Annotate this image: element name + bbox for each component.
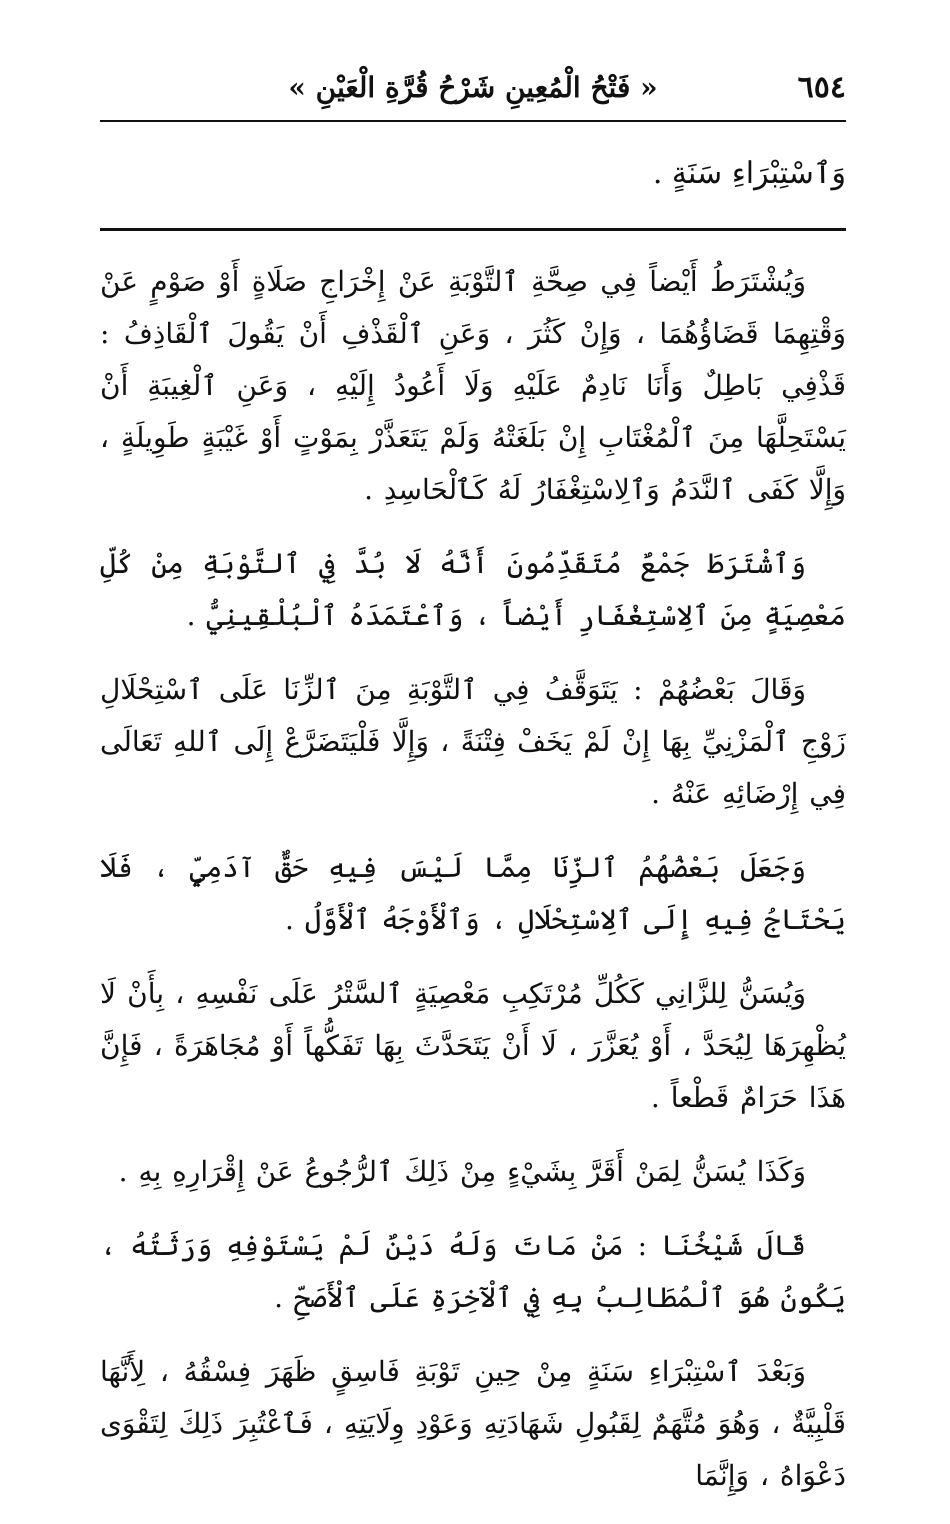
paragraph-adultery-repentance: وَقَالَ بَعْضُهُمْ : يَتَوَقَّفُ فِي ٱلتَّوْبَةِ مِنَ ٱلزِّنَا عَلَى ٱسْتِحْلَالِ زَوْجِ ٱلْمَزْنِيِّ بِهَا إِنْ لَمْ يَخَفْ فِتْنَةً ، وَإِلَّا فَلْيَتَضَرَّعْ إِلَى ٱللهِ تَعَالَى فِي إِرْضَائِهِ عَنْهُ . — [100, 673, 846, 810]
section-divider — [100, 228, 846, 231]
continued-text-line: وَٱسْتِبْرَاءِ سَنَةٍ . — [652, 156, 846, 191]
paragraph-concealment: وَيُسَنُّ لِلزَّانِي كَكُلِّ مُرْتَكِبِ مَعْصِيَةٍ ٱلسَّتْرُ عَلَى نَفْسِهِ ، بِأَنْ لَا يُظْهِرَهَا لِيُحَدَّ ، أَوْ يُعَزَّرَ ، لَا أَنْ يَتَحَدَّثَ بِهَا تَفَكُّهاً أَوْ مُجَاهَرَةً ، فَإِنَّ هَذَا حَرَامٌ قَطْعاً . — [100, 977, 846, 1114]
running-title: « فَتْحُ الْمُعِينِ شَرْحُ قُرَّةِ الْعَيْنِ » — [288, 71, 658, 104]
page-number: ٦٥٤ — [797, 70, 846, 105]
paragraph-unpaid-debt: قَالَ شَيْخُنَا : مَنْ مَاتَ وَلَهُ دَيْنٌ لَمْ يَسْتَوْفِهِ وَرَثَتُهُ ، يَكُونُ هُوَ ٱلْمُطَالِبُ بِهِ فِي ٱلْآخِرَةِ عَلَى ٱلْأَصَحِّ . — [100, 1229, 846, 1314]
paragraph-seeking-forgiveness: وَٱشْتَرَطَ جَمْعٌ مُتَقَدِّمُونَ أَنَّهُ لَا بُدَّ فِي ٱلتَّوْبَةِ مِنْ كُلِّ مَعْصِيَةٍ مِنَ ٱلِاسْتِغْفَارِ أَيْضاً ، وَٱعْتَمَدَهُ ٱلْبُلْقِينِيُّ . — [100, 547, 846, 632]
commentary-body — [100, 256, 846, 1524]
header-divider — [100, 120, 846, 122]
paragraph-no-human-right: وَجَعَلَ بَعْضُهُمُ ٱلزِّنَا مِمَّا لَيْسَ فِيهِ حَقٌّ آدَمِيٍّ ، فَلَا يَحْتَاجُ فِيهِ إِلَى ٱلِاسْتِحْلَالِ ، وَٱلْأَوْجَهُ ٱلْأَوَّلُ . — [100, 851, 846, 936]
paragraph-retracting-confession: وَكَذَا يُسَنُّ لِمَنْ أَقَرَّ بِشَيْءٍ مِنْ ذَلِكَ ٱلرُّجُوعُ عَنْ إِقْرَارِهِ بِهِ . — [118, 1155, 806, 1188]
paragraph-repentance-conditions: وَيُشْتَرَطُ أَيْضاً فِي صِحَّةِ ٱلتَّوْبَةِ عَنْ إِخْرَاجِ صَلَاةٍ أَوْ صَوْمٍ عَنْ وَقْتِهِمَا قَضَاؤُهُمَا ، وَإِنْ كَثُرَ ، وَعَنِ ٱلْقَذْفِ أَنْ يَقُولَ ٱلْقَاذِفُ : قَذْفِي بَاطِلٌ وَأَنَا نَادِمٌ عَلَيْهِ وَلَا أَعُودُ إِلَيْهِ ، وَعَنِ ٱلْغِيبَةِ أَنْ يَسْتَحِلَّهَا مِنَ ٱلْمُغْتَابِ إِنْ بَلَغَتْهُ وَلَمْ يَتَعَذَّرْ بِمَوْتٍ أَوْ غَيْبَةٍ طَوِيلَةٍ ، وَإِلَّا كَفَى ٱلنَّدَمُ وَٱلِاسْتِغْفَارُ لَهُ كَٱلْحَاسِدِ . — [100, 265, 846, 506]
paragraph-one-year-probation: وَبَعْدَ ٱسْتِبْرَاءِ سَنَةٍ مِنْ حِينِ تَوْبَةِ فَاسِقٍ ظَهَرَ فِسْقُهُ ، لِأَنَّهَا قَلْبِيَّةٌ ، وَهُوَ مُتَّهَمٌ لِقَبُولِ شَهَادَتِهِ وَعَوْدِ وِلَايَتِهِ ، فَٱعْتُبِرَ ذَلِكَ لِتَقْوَى دَعْوَاهُ ، وَإِنَّمَا — [100, 1355, 846, 1492]
page-header — [100, 62, 846, 114]
